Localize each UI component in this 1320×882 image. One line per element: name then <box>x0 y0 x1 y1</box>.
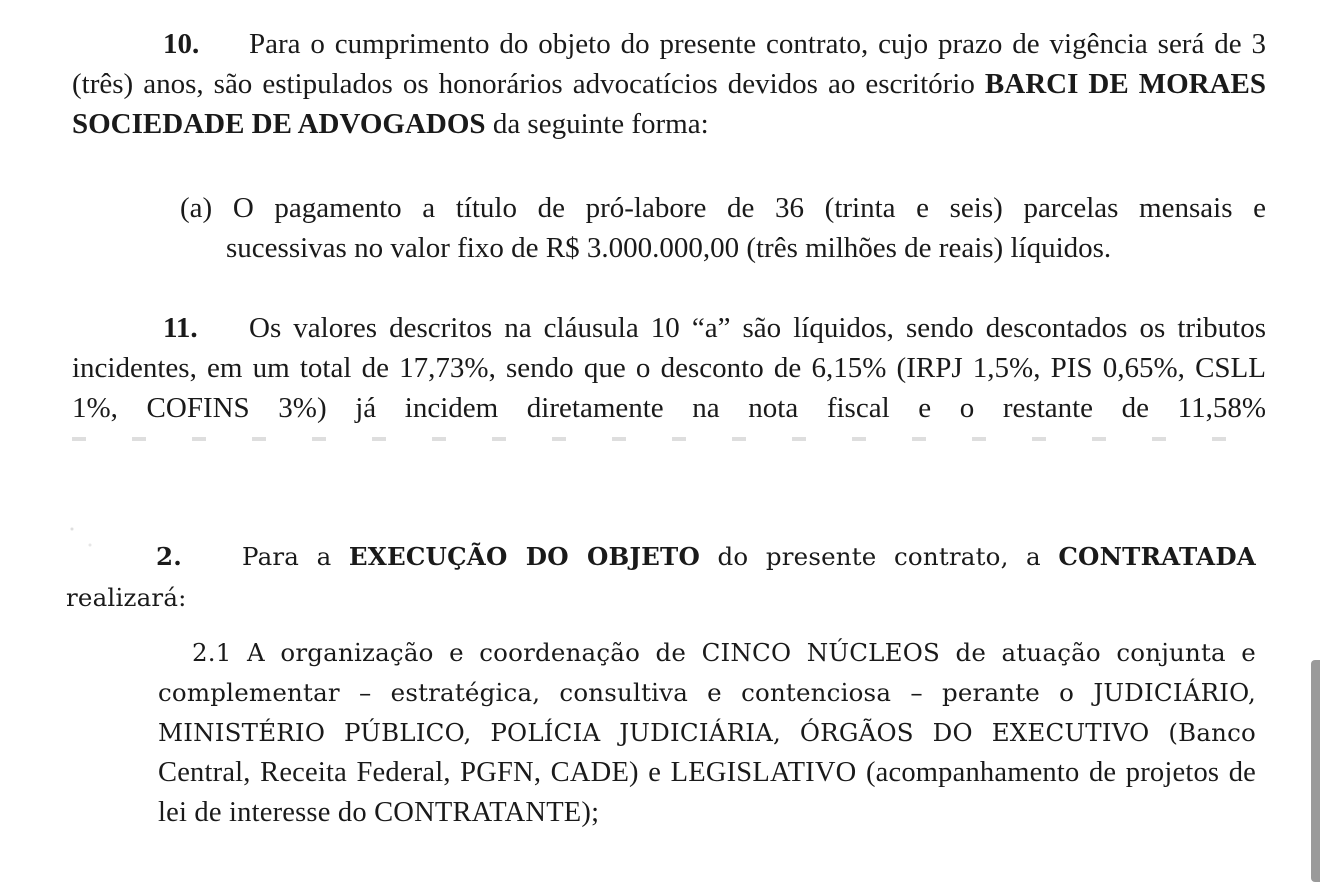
clause-text: Para a <box>242 542 349 571</box>
execution-object: EXECUÇÃO DO OBJETO <box>348 542 701 571</box>
clause-2-1-text-end: Central, Receita Federal, PGFN, CADE) e LEGISLATIVO (acompanhamento de projetos de lei de interesse do CONTRATANTE); <box>158 757 1256 828</box>
item-a-line-1: (a) O pagamento a título de pró-labore de 36 (trinta e seis) parcelas mensais e <box>180 192 1266 224</box>
clause-number: 10. <box>163 28 200 60</box>
clause-2 <box>66 536 1256 618</box>
clause-2-1-text: 2.1 A organização e coordenação de CINCO NÚCLEOS de atuação conjunta e complementar – estratégica, consultiva e contenciosa – perante o JUDICIÁRIO, MINISTÉRIO PÚBLICO, POLÍCIA JUDICIÁRIA, ÓRGÃOS DO EXECUTIVO (Banco <box>158 638 1256 747</box>
clause-text-end: da seguinte forma: <box>485 108 709 140</box>
cut-off-text-line <box>72 437 1266 441</box>
clause-text: Os valores descritos na cláusula 10 “a” são líquidos, sendo descontados os tributos incidentes, em um total de 17,73%, sendo que o desconto de 6,15% (IRPJ 1,5%, PIS 0,65%, CSLL 1%, COFINS 3%) já incidem diretamente na nota fiscal e o restante de 11,58% <box>72 312 1266 424</box>
clause-text-end: realizará: <box>66 583 187 612</box>
clause-number: 2. <box>156 542 182 571</box>
clause-10 <box>72 24 1266 144</box>
clause-10-item-a <box>180 188 1266 268</box>
scrollbar-thumb[interactable] <box>1311 660 1320 882</box>
firm-name: BARCI DE MORAES SOCIEDADE DE ADVOGADOS <box>72 68 1266 140</box>
clause-number: 11. <box>163 312 198 344</box>
clause-2-1 <box>158 633 1256 833</box>
clause-11 <box>72 308 1266 428</box>
clause-text-mid: do presente contrato, a <box>700 542 1059 571</box>
item-a-line-2: sucessivas no valor fixo de R$ 3.000.000,00 (três milhões de reais) líquidos. <box>226 232 1112 264</box>
clause-text: Para o cumprimento do objeto do presente contrato, cujo prazo de vigência será de 3 (três) anos, são estipulados os honorários advocatícios devidos ao escritório <box>72 28 1266 100</box>
contracted-party: CONTRATADA <box>1058 542 1256 571</box>
